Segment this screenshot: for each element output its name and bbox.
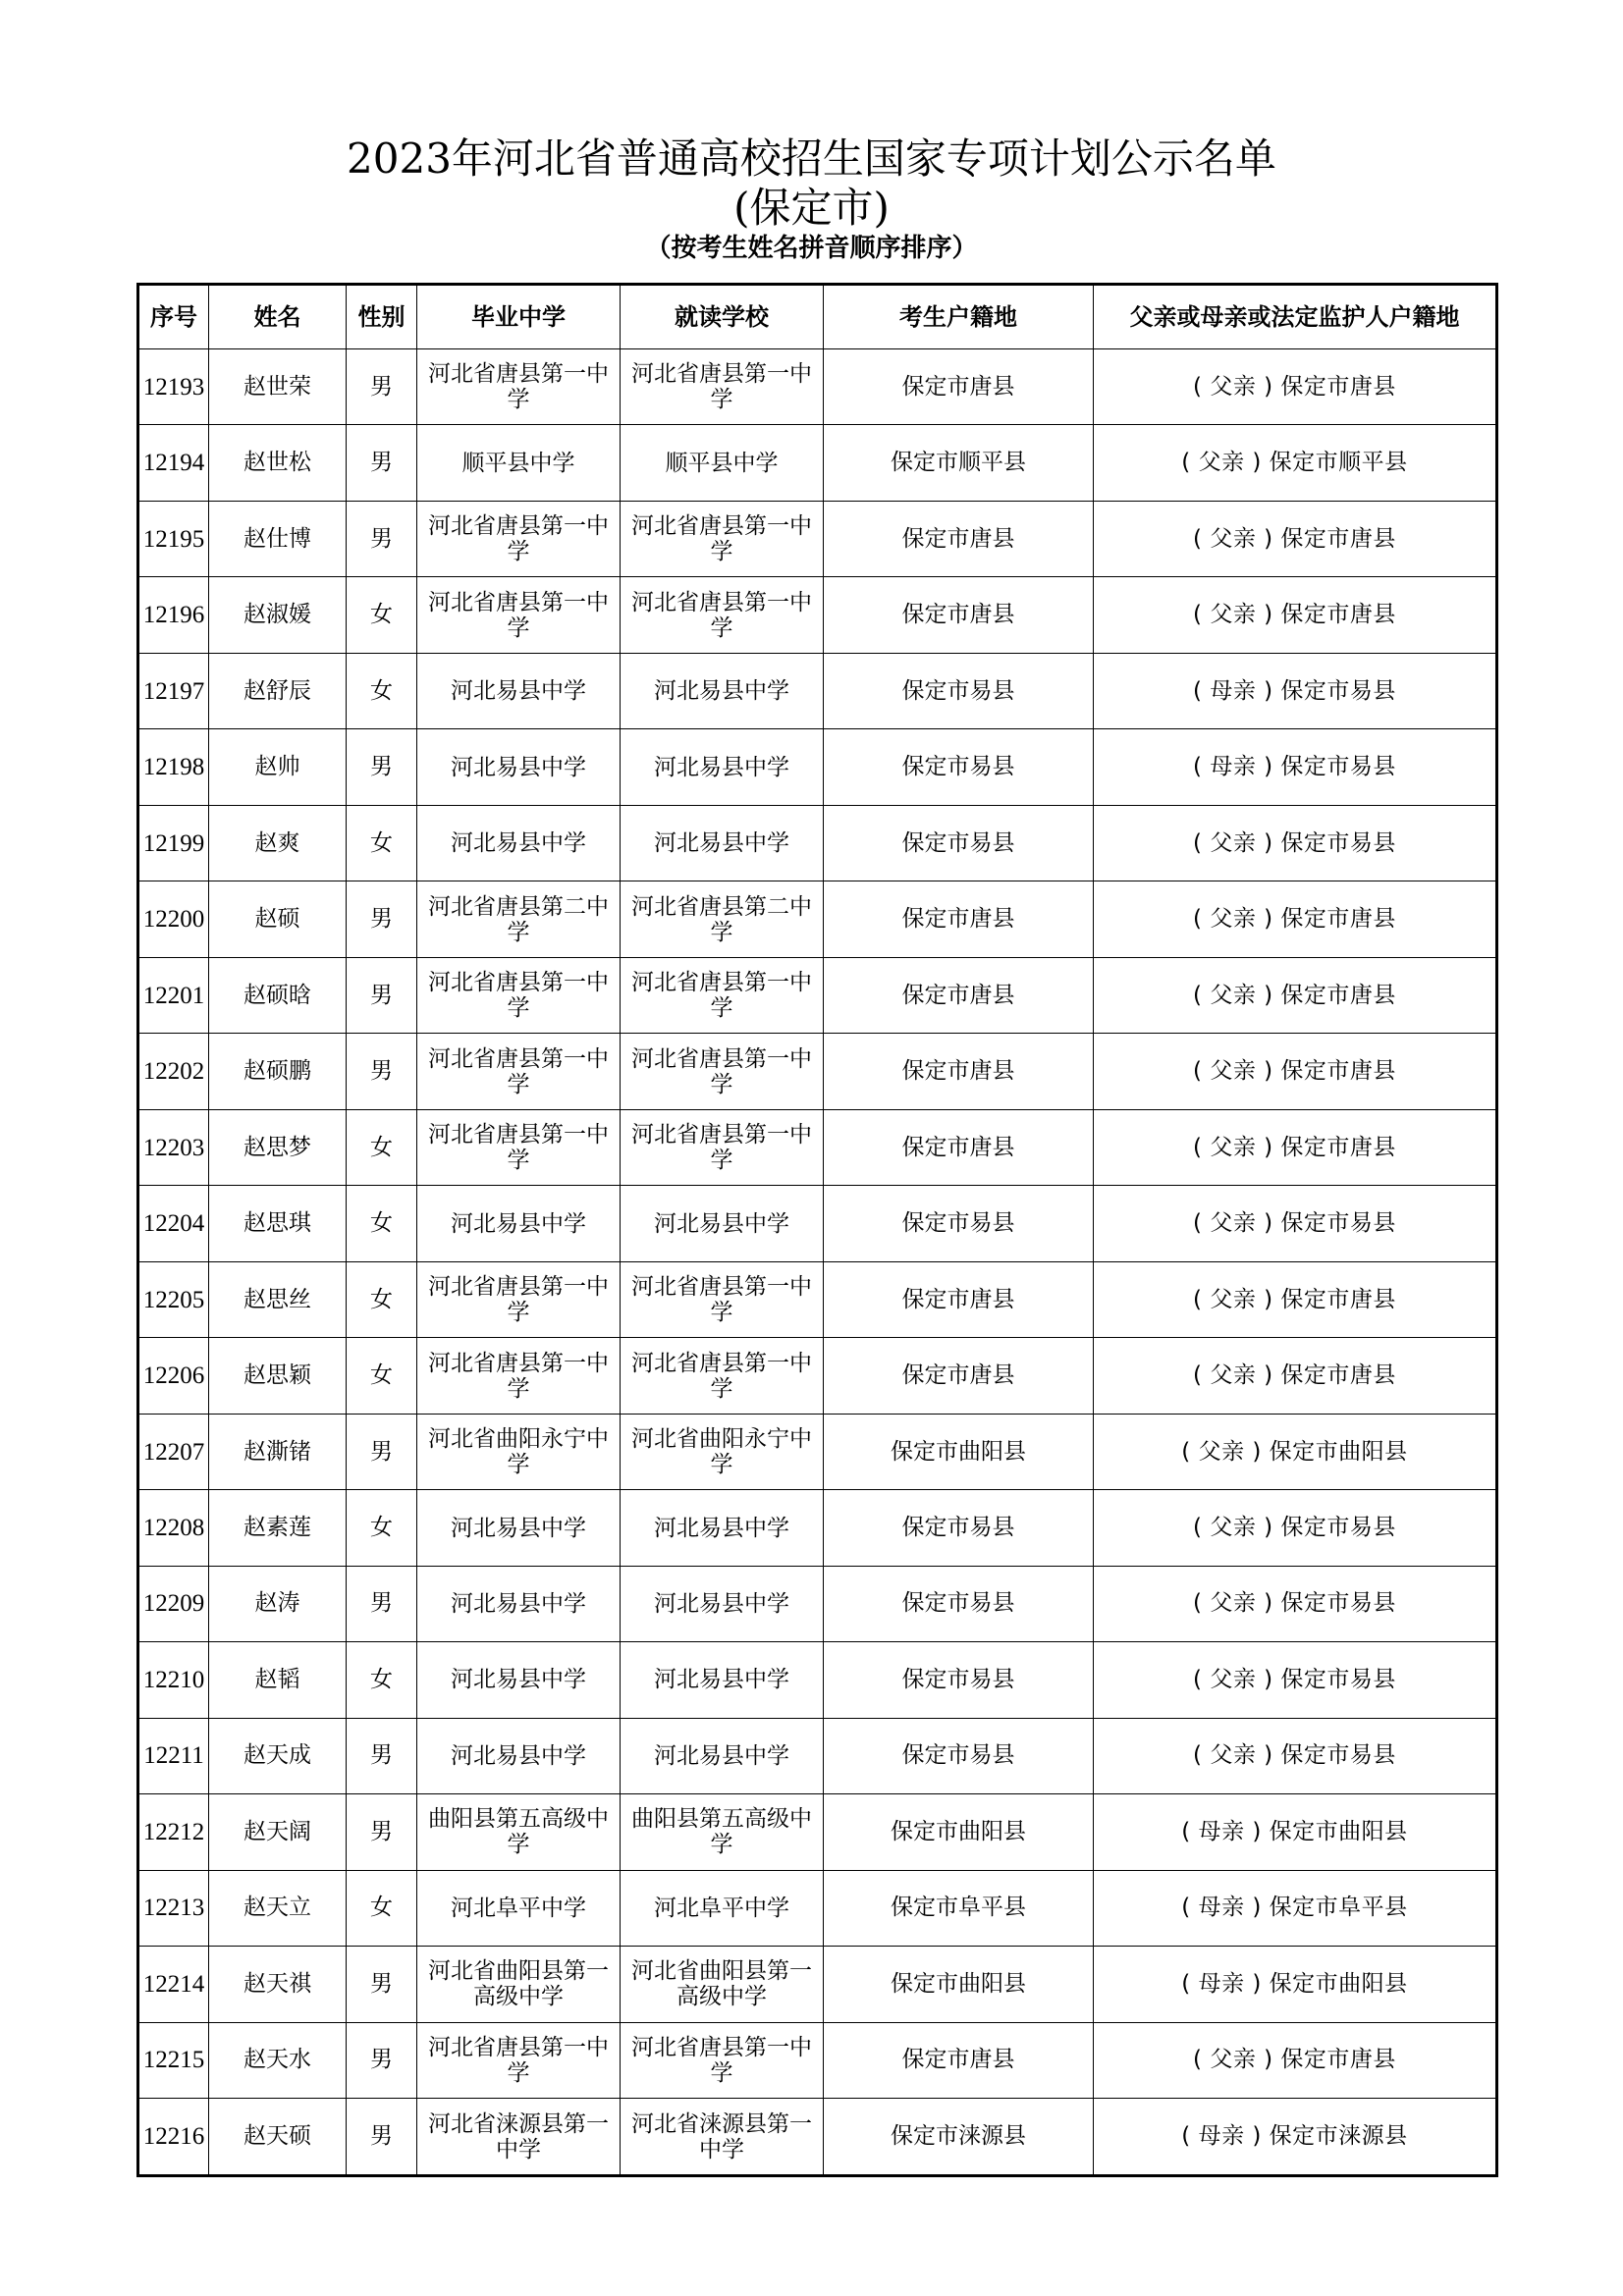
- cell-gender: 女: [347, 653, 417, 728]
- cell-school: 河北易县中学: [621, 653, 824, 728]
- cell-id: 12196: [138, 577, 209, 653]
- cell-grad-school: 河北省唐县第一中学: [417, 2022, 621, 2098]
- table-row: [138, 881, 1497, 957]
- cell-guardian: ( 母亲 ) 保定市阜平县: [1094, 1870, 1497, 1946]
- cell-id: 12210: [138, 1642, 209, 1718]
- cell-hukou: 保定市曲阳县: [824, 1947, 1094, 2022]
- cell-gender: 女: [347, 1186, 417, 1261]
- cell-id: 12216: [138, 2099, 209, 2176]
- cell-gender: 男: [347, 1794, 417, 1870]
- cell-id: 12208: [138, 1490, 209, 1566]
- cell-hukou: 保定市曲阳县: [824, 1414, 1094, 1489]
- cell-name: 赵舒辰: [209, 653, 347, 728]
- cell-name: 赵天立: [209, 1870, 347, 1946]
- cell-hukou: 保定市曲阳县: [824, 1794, 1094, 1870]
- cell-school: 河北省唐县第一中学: [621, 577, 824, 653]
- table-row: [138, 1338, 1497, 1414]
- cell-grad-school: 河北易县中学: [417, 1566, 621, 1641]
- cell-name: 赵硕晗: [209, 957, 347, 1033]
- table-header-row: [138, 285, 1497, 349]
- table-row: [138, 2099, 1497, 2176]
- cell-name: 赵涛: [209, 1566, 347, 1641]
- cell-hukou: 保定市唐县: [824, 1034, 1094, 1109]
- cell-name: 赵思丝: [209, 1261, 347, 1337]
- cell-guardian: ( 父亲 ) 保定市易县: [1094, 1642, 1497, 1718]
- col-header-school: 就读学校: [621, 285, 824, 349]
- cell-name: 赵素莲: [209, 1490, 347, 1566]
- cell-name: 赵思琪: [209, 1186, 347, 1261]
- cell-name: 赵天阔: [209, 1794, 347, 1870]
- cell-gender: 女: [347, 1870, 417, 1946]
- table-row: [138, 805, 1497, 881]
- cell-id: 12212: [138, 1794, 209, 1870]
- cell-guardian: ( 父亲 ) 保定市唐县: [1094, 501, 1497, 576]
- cell-guardian: ( 父亲 ) 保定市唐县: [1094, 1338, 1497, 1414]
- cell-school: 河北省唐县第一中学: [621, 1338, 824, 1414]
- cell-gender: 女: [347, 805, 417, 881]
- cell-guardian: ( 父亲 ) 保定市易县: [1094, 805, 1497, 881]
- cell-hukou: 保定市唐县: [824, 2022, 1094, 2098]
- cell-guardian: ( 父亲 ) 保定市顺平县: [1094, 425, 1497, 501]
- cell-guardian: ( 母亲 ) 保定市曲阳县: [1094, 1947, 1497, 2022]
- cell-id: 12204: [138, 1186, 209, 1261]
- cell-gender: 女: [347, 1642, 417, 1718]
- cell-id: 12194: [138, 425, 209, 501]
- cell-grad-school: 河北省唐县第一中学: [417, 1261, 621, 1337]
- cell-school: 河北省唐县第二中学: [621, 881, 824, 957]
- cell-hukou: 保定市唐县: [824, 1261, 1094, 1337]
- cell-gender: 男: [347, 1566, 417, 1641]
- cell-id: 12199: [138, 805, 209, 881]
- cell-school: 河北省曲阳永宁中学: [621, 1414, 824, 1489]
- cell-name: 赵天硕: [209, 2099, 347, 2176]
- table-row: [138, 577, 1497, 653]
- cell-name: 赵世荣: [209, 349, 347, 425]
- cell-grad-school: 河北省曲阳县第一高级中学: [417, 1947, 621, 2022]
- cell-guardian: ( 父亲 ) 保定市唐县: [1094, 2022, 1497, 2098]
- col-header-hukou: 考生户籍地: [824, 285, 1094, 349]
- cell-id: 12198: [138, 729, 209, 805]
- cell-grad-school: 曲阳县第五高级中学: [417, 1794, 621, 1870]
- cell-hukou: 保定市易县: [824, 1642, 1094, 1718]
- cell-school: 顺平县中学: [621, 425, 824, 501]
- cell-gender: 男: [347, 881, 417, 957]
- table-row: [138, 1261, 1497, 1337]
- cell-id: 12203: [138, 1109, 209, 1185]
- cell-school: 河北省唐县第一中学: [621, 1034, 824, 1109]
- page-title: 2023年河北省普通高校招生国家专项计划公示名单: [347, 134, 1276, 183]
- cell-name: 赵仕博: [209, 501, 347, 576]
- cell-school: 河北易县中学: [621, 1718, 824, 1793]
- cell-gender: 男: [347, 2022, 417, 2098]
- table-row: [138, 1794, 1497, 1870]
- table-row: [138, 425, 1497, 501]
- cell-school: 河北省唐县第一中学: [621, 1261, 824, 1337]
- cell-grad-school: 河北易县中学: [417, 1718, 621, 1793]
- cell-hukou: 保定市易县: [824, 1186, 1094, 1261]
- cell-grad-school: 顺平县中学: [417, 425, 621, 501]
- cell-school: 河北省唐县第一中学: [621, 957, 824, 1033]
- col-header-grad-school: 毕业中学: [417, 285, 621, 349]
- cell-hukou: 保定市唐县: [824, 1109, 1094, 1185]
- col-header-name: 姓名: [209, 285, 347, 349]
- cell-hukou: 保定市易县: [824, 1566, 1094, 1641]
- cell-name: 赵硕: [209, 881, 347, 957]
- table-row: [138, 1870, 1497, 1946]
- cell-grad-school: 河北省唐县第一中学: [417, 349, 621, 425]
- cell-hukou: 保定市唐县: [824, 577, 1094, 653]
- sort-note: （按考生姓名拼音顺序排序）: [645, 234, 978, 263]
- cell-grad-school: 河北省唐县第二中学: [417, 881, 621, 957]
- cell-grad-school: 河北省唐县第一中学: [417, 1338, 621, 1414]
- col-header-id: 序号: [138, 285, 209, 349]
- table-row: [138, 1414, 1497, 1489]
- cell-id: 12201: [138, 957, 209, 1033]
- cell-guardian: ( 父亲 ) 保定市易县: [1094, 1490, 1497, 1566]
- cell-gender: 男: [347, 957, 417, 1033]
- cell-grad-school: 河北易县中学: [417, 805, 621, 881]
- cell-hukou: 保定市易县: [824, 653, 1094, 728]
- roster-table: [136, 283, 1498, 2177]
- cell-grad-school: 河北易县中学: [417, 729, 621, 805]
- cell-id: 12207: [138, 1414, 209, 1489]
- cell-id: 12209: [138, 1566, 209, 1641]
- cell-gender: 女: [347, 1109, 417, 1185]
- cell-hukou: 保定市阜平县: [824, 1870, 1094, 1946]
- table-row: [138, 1566, 1497, 1641]
- cell-grad-school: 河北易县中学: [417, 1642, 621, 1718]
- cell-gender: 男: [347, 1947, 417, 2022]
- cell-id: 12195: [138, 501, 209, 576]
- table-row: [138, 957, 1497, 1033]
- table-row: [138, 653, 1497, 728]
- cell-id: 12215: [138, 2022, 209, 2098]
- cell-guardian: ( 父亲 ) 保定市易县: [1094, 1186, 1497, 1261]
- table-row: [138, 1718, 1497, 1793]
- cell-guardian: ( 母亲 ) 保定市涞源县: [1094, 2099, 1497, 2176]
- cell-grad-school: 河北省唐县第一中学: [417, 577, 621, 653]
- cell-school: 河北易县中学: [621, 1642, 824, 1718]
- cell-name: 赵天成: [209, 1718, 347, 1793]
- cell-hukou: 保定市易县: [824, 1490, 1094, 1566]
- cell-gender: 女: [347, 577, 417, 653]
- cell-name: 赵帅: [209, 729, 347, 805]
- cell-gender: 女: [347, 1261, 417, 1337]
- cell-school: 河北易县中学: [621, 1490, 824, 1566]
- cell-grad-school: 河北省唐县第一中学: [417, 501, 621, 576]
- cell-school: 河北阜平中学: [621, 1870, 824, 1946]
- cell-hukou: 保定市易县: [824, 1718, 1094, 1793]
- cell-grad-school: 河北易县中学: [417, 653, 621, 728]
- cell-hukou: 保定市唐县: [824, 957, 1094, 1033]
- cell-grad-school: 河北省涞源县第一中学: [417, 2099, 621, 2176]
- cell-name: 赵韬: [209, 1642, 347, 1718]
- cell-hukou: 保定市涞源县: [824, 2099, 1094, 2176]
- cell-guardian: ( 父亲 ) 保定市唐县: [1094, 881, 1497, 957]
- cell-gender: 男: [347, 729, 417, 805]
- cell-guardian: ( 父亲 ) 保定市唐县: [1094, 1261, 1497, 1337]
- cell-gender: 男: [347, 2099, 417, 2176]
- cell-guardian: ( 父亲 ) 保定市唐县: [1094, 577, 1497, 653]
- col-header-guardian: 父亲或母亲或法定监护人户籍地: [1094, 285, 1497, 349]
- cell-school: 河北易县中学: [621, 805, 824, 881]
- cell-grad-school: 河北阜平中学: [417, 1870, 621, 1946]
- cell-gender: 女: [347, 1338, 417, 1414]
- table-row: [138, 729, 1497, 805]
- cell-gender: 男: [347, 1718, 417, 1793]
- table-row: [138, 1947, 1497, 2022]
- cell-guardian: ( 母亲 ) 保定市易县: [1094, 729, 1497, 805]
- cell-school: 河北省唐县第一中学: [621, 349, 824, 425]
- table-row: [138, 1642, 1497, 1718]
- cell-guardian: ( 父亲 ) 保定市唐县: [1094, 957, 1497, 1033]
- cell-school: 河北省唐县第一中学: [621, 2022, 824, 2098]
- cell-gender: 男: [347, 501, 417, 576]
- cell-grad-school: 河北省唐县第一中学: [417, 957, 621, 1033]
- cell-guardian: ( 父亲 ) 保定市易县: [1094, 1566, 1497, 1641]
- cell-guardian: ( 父亲 ) 保定市易县: [1094, 1718, 1497, 1793]
- cell-name: 赵思颖: [209, 1338, 347, 1414]
- table-row: [138, 1109, 1497, 1185]
- col-header-gender: 性别: [347, 285, 417, 349]
- table-row: [138, 2022, 1497, 2098]
- cell-gender: 男: [347, 425, 417, 501]
- cell-school: 河北省唐县第一中学: [621, 501, 824, 576]
- page-subtitle: (保定市): [733, 184, 890, 232]
- table-row: [138, 1034, 1497, 1109]
- cell-gender: 男: [347, 349, 417, 425]
- cell-guardian: ( 父亲 ) 保定市唐县: [1094, 1109, 1497, 1185]
- cell-grad-school: 河北省曲阳永宁中学: [417, 1414, 621, 1489]
- cell-school: 河北省涞源县第一中学: [621, 2099, 824, 2176]
- cell-hukou: 保定市易县: [824, 729, 1094, 805]
- cell-school: 曲阳县第五高级中学: [621, 1794, 824, 1870]
- table-row: [138, 1490, 1497, 1566]
- cell-grad-school: 河北省唐县第一中学: [417, 1109, 621, 1185]
- cell-name: 赵爽: [209, 805, 347, 881]
- cell-id: 12214: [138, 1947, 209, 2022]
- cell-hukou: 保定市唐县: [824, 349, 1094, 425]
- cell-school: 河北省唐县第一中学: [621, 1109, 824, 1185]
- cell-id: 12206: [138, 1338, 209, 1414]
- table-row: [138, 349, 1497, 425]
- cell-name: 赵世松: [209, 425, 347, 501]
- cell-guardian: ( 父亲 ) 保定市曲阳县: [1094, 1414, 1497, 1489]
- cell-name: 赵思梦: [209, 1109, 347, 1185]
- cell-name: 赵天祺: [209, 1947, 347, 2022]
- cell-name: 赵硕鹏: [209, 1034, 347, 1109]
- table-row: [138, 501, 1497, 576]
- cell-grad-school: 河北易县中学: [417, 1186, 621, 1261]
- cell-guardian: ( 母亲 ) 保定市曲阳县: [1094, 1794, 1497, 1870]
- cell-school: 河北易县中学: [621, 1566, 824, 1641]
- cell-id: 12211: [138, 1718, 209, 1793]
- cell-grad-school: 河北易县中学: [417, 1490, 621, 1566]
- cell-hukou: 保定市唐县: [824, 501, 1094, 576]
- cell-guardian: ( 父亲 ) 保定市唐县: [1094, 349, 1497, 425]
- cell-id: 12197: [138, 653, 209, 728]
- cell-hukou: 保定市易县: [824, 805, 1094, 881]
- cell-school: 河北省曲阳县第一高级中学: [621, 1947, 824, 2022]
- cell-id: 12202: [138, 1034, 209, 1109]
- cell-id: 12213: [138, 1870, 209, 1946]
- cell-gender: 女: [347, 1490, 417, 1566]
- cell-hukou: 保定市唐县: [824, 881, 1094, 957]
- table-row: [138, 1186, 1497, 1261]
- cell-gender: 男: [347, 1414, 417, 1489]
- cell-school: 河北易县中学: [621, 729, 824, 805]
- cell-name: 赵澌锗: [209, 1414, 347, 1489]
- cell-hukou: 保定市唐县: [824, 1338, 1094, 1414]
- cell-name: 赵淑媛: [209, 577, 347, 653]
- cell-hukou: 保定市顺平县: [824, 425, 1094, 501]
- cell-school: 河北易县中学: [621, 1186, 824, 1261]
- cell-id: 12193: [138, 349, 209, 425]
- cell-gender: 男: [347, 1034, 417, 1109]
- cell-id: 12205: [138, 1261, 209, 1337]
- cell-name: 赵天水: [209, 2022, 347, 2098]
- cell-grad-school: 河北省唐县第一中学: [417, 1034, 621, 1109]
- cell-guardian: ( 父亲 ) 保定市唐县: [1094, 1034, 1497, 1109]
- cell-guardian: ( 母亲 ) 保定市易县: [1094, 653, 1497, 728]
- cell-id: 12200: [138, 881, 209, 957]
